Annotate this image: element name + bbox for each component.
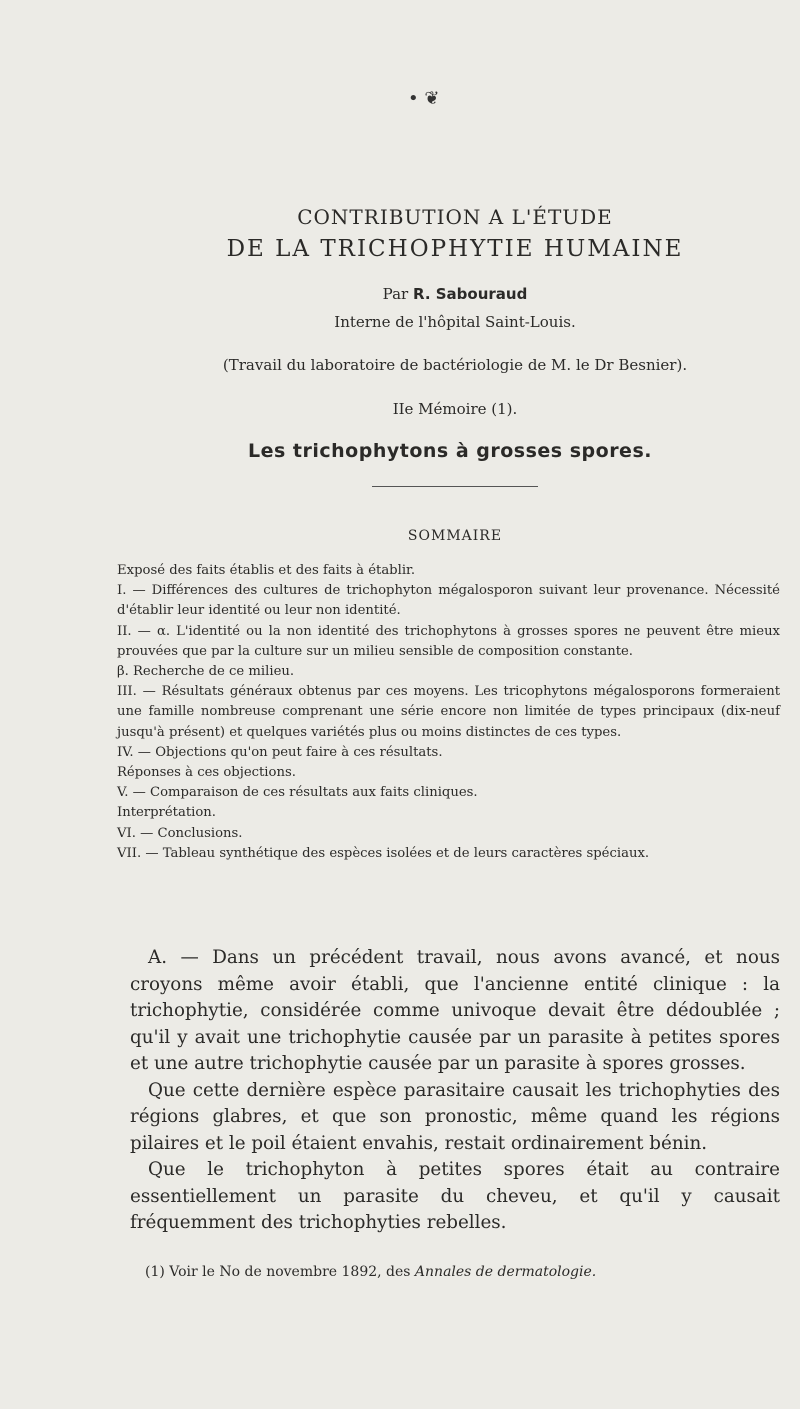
laboratory-note: (Travail du laboratoire de bactériologie de M. le Dr Besnier).: [222, 356, 688, 374]
summary-list: [117, 561, 780, 864]
title-line-2: DE LA TRICHOPHYTIE HUMAINE: [226, 236, 684, 262]
divider: [372, 486, 538, 487]
summary-item: I. — Différences des cultures de trichophyton mégalosporon suivant leur provenance. Nécessité d'établir leur identité ou leur non identité.: [117, 583, 780, 619]
summary-item: V. — Comparaison de ces résultats aux faits cliniques.: [117, 785, 478, 801]
title-line-1: CONTRIBUTION A L'ÉTUDE: [297, 205, 613, 229]
author-name: R. Sabouraud: [412, 285, 528, 303]
body-paragraph: A. — Dans un précédent travail, nous avons avancé, et nous croyons même avoir établi, que l'ancienne entité clinique : la trichophytie, considérée comme univoque devait être dédoublée ; qu'il y avait une trichophytie causée par un parasite à petites spores et une autre trichophytie causée par un parasite à spores grosses.: [130, 947, 780, 1074]
footnote-journal: Annales de dermatologie.: [414, 1264, 597, 1280]
summary-item: VII. — Tableau synthétique des espèces isolées et de leurs caractères spéciaux.: [117, 845, 650, 861]
summary-item: VI. — Conclusions.: [117, 825, 243, 841]
body-text: [130, 945, 780, 1237]
author-prefix: Par: [382, 285, 409, 303]
summary-item: IV. — Objections qu'on peut faire à ces résultats.: [117, 744, 443, 760]
footnote: [145, 1264, 596, 1280]
summary-item: Exposé des faits établis et des faits à établir.: [117, 563, 416, 578]
sommaire-heading: SOMMAIRE: [407, 528, 503, 544]
summary-item: β. Recherche de ce milieu.: [117, 664, 295, 680]
body-paragraph: Que cette dernière espèce parasitaire causait les trichophyties des régions glabres, et que son pronostic, même quand les régions pilaires et le poil étaient envahis, restait ordinairement bénin.: [130, 1079, 780, 1154]
body-paragraph: Que le trichophyton à petites spores était au contraire essentiellement un parasite du cheveu, et qu'il y causait fréquemment des trichophyties rebelles.: [130, 1159, 780, 1233]
summary-item: III. — Résultats généraux obtenus par ces moyens. Les tricophytons mégalosporons formeraient une famille nombreuse comprenant une série encore non limitée de types principaux (dix-neuf jusqu'à présent) et quelques variétés plus ou moins distinctes de ces types.: [117, 684, 780, 740]
memoire-label: IIe Mémoire (1).: [392, 400, 518, 418]
subtitle: Les trichophytons à grosses spores.: [248, 440, 652, 462]
ornament-icon: • ❦: [408, 88, 440, 109]
author-line: [0, 285, 800, 303]
footnote-text: (1) Voir le No de novembre 1892, des: [145, 1264, 411, 1280]
summary-item: Interprétation.: [117, 805, 216, 821]
summary-item: II. — α. L'identité ou la non identité des trichophytons à grosses spores ne peuvent être mieux prouvées que par la culture sur un milieu sensible de composition constante.: [117, 623, 780, 659]
affiliation: Interne de l'hôpital Saint-Louis.: [334, 313, 576, 331]
summary-item: Réponses à ces objections.: [117, 765, 296, 781]
